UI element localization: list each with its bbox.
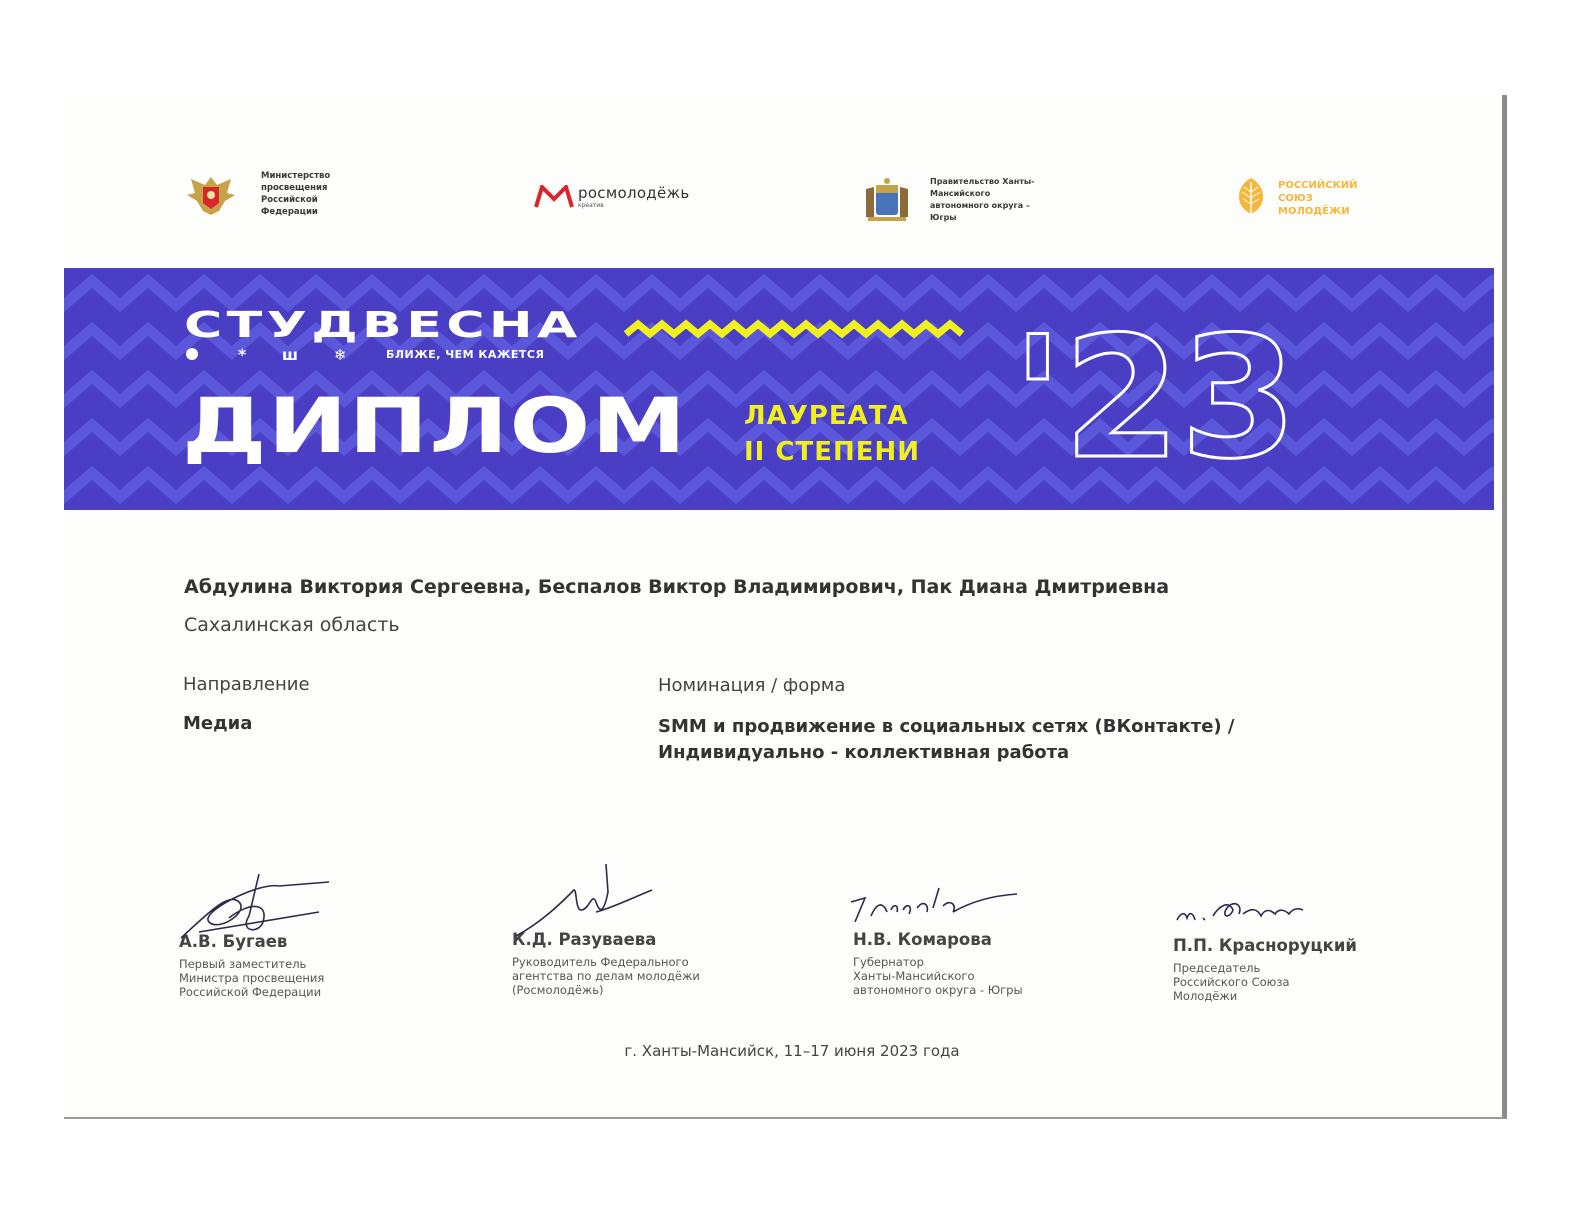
direction-label: Направление — [183, 674, 310, 695]
government-text: Правительство Ханты-Мансийского автономного округа – Югры — [930, 177, 1035, 222]
signatory-1-name: А.В. Бугаев — [179, 932, 288, 951]
eagle-emblem-icon — [183, 171, 239, 217]
recipient-region: Сахалинская область — [184, 614, 400, 636]
nomination-value — [658, 714, 1234, 766]
year-text: '23 — [1012, 300, 1298, 496]
signatory-1-role-line: Первый заместитель — [179, 957, 307, 971]
signatory-1-role-line: Министра просвещения — [179, 971, 325, 985]
signatory-1-role-line: Российской Федерации — [179, 985, 322, 999]
signature-3-image — [847, 882, 1027, 932]
signature-4-image — [1173, 886, 1313, 934]
coat-of-arms-icon — [862, 177, 912, 223]
degree-line-1: ЛАУРЕАТА — [744, 401, 909, 431]
degree-line-2: II СТЕПЕНИ — [744, 437, 921, 467]
signatory-2-name: К.Д. Разуваева — [512, 930, 657, 949]
signatory-2-role-line: (Росмолодёжь) — [512, 983, 604, 997]
rosmolodezh-logo — [534, 184, 689, 209]
signature-1-image — [179, 872, 339, 942]
signatory-3-role-line: Губернатор — [853, 955, 924, 969]
ministry-text: Министерство просвещения Российской Федерации — [261, 171, 331, 217]
rosmolodezh-m-icon — [534, 185, 574, 209]
signatory-3 — [853, 930, 1023, 997]
signatory-1-role — [179, 957, 324, 999]
leaf-icon — [1232, 176, 1270, 220]
signatory-1 — [179, 932, 324, 999]
signatory-4-role — [1173, 961, 1357, 1003]
diploma-banner — [64, 268, 1494, 510]
ministry-logo — [183, 170, 351, 218]
nomination-line-1: SMM и продвижение в социальных сетях (ВКонтакте) / — [658, 716, 1235, 737]
place-and-date: г. Ханты-Мансийск, 11–17 июня 2023 года — [624, 1042, 960, 1060]
signatory-4-role-line: Российского Союза — [1173, 975, 1290, 989]
rosmolodezh-subtext: креатив — [578, 202, 604, 209]
signatory-2 — [512, 930, 700, 997]
signature-2-image — [512, 862, 662, 940]
direction-value: Медиа — [183, 713, 253, 734]
nomination-label: Номинация / форма — [658, 675, 846, 696]
signatory-3-name: Н.В. Комарова — [853, 930, 992, 949]
signatory-2-role-line: агентства по делам молодёжи — [512, 969, 700, 983]
nomination-line-2: Индивидуально - коллективная работа — [658, 742, 1070, 763]
signatory-3-role-line: Ханты-Мансийского — [853, 969, 975, 983]
svg-text:ш: ш — [282, 346, 298, 364]
signatory-4-role-line: Председатель — [1173, 961, 1261, 975]
signatory-2-role-line: Руководитель Федерального — [512, 955, 689, 969]
signatory-4 — [1173, 936, 1357, 1003]
svg-text:*: * — [238, 345, 247, 364]
signatory-4-name: П.П. Красноруцкий — [1173, 936, 1357, 955]
year-outline — [64, 268, 1494, 510]
government-logo — [862, 176, 1050, 224]
union-text: РОССИЙСКИЙ СОЮЗ МОЛОДЁЖИ — [1278, 179, 1358, 217]
signatory-3-role — [853, 955, 1023, 997]
recipient-names: Абдулина Виктория Сергеевна, Беспалов Виктор Владимирович, Пак Диана Дмитриевна — [184, 576, 1170, 598]
signatory-3-role-line: автономного округа - Югры — [853, 983, 1023, 997]
diploma-title: ДИПЛОМ — [182, 381, 688, 470]
svg-text:❄: ❄ — [334, 346, 347, 364]
rosmolodezh-text: росмолодёжь — [578, 184, 690, 202]
festival-title: СТУДВЕСНА — [184, 305, 582, 346]
signatory-4-role-line: Молодёжи — [1173, 989, 1238, 1003]
union-logo — [1232, 176, 1378, 220]
signatory-2-role — [512, 955, 700, 997]
festival-tagline: БЛИЖЕ, ЧЕМ КАЖЕТСЯ — [386, 348, 545, 361]
